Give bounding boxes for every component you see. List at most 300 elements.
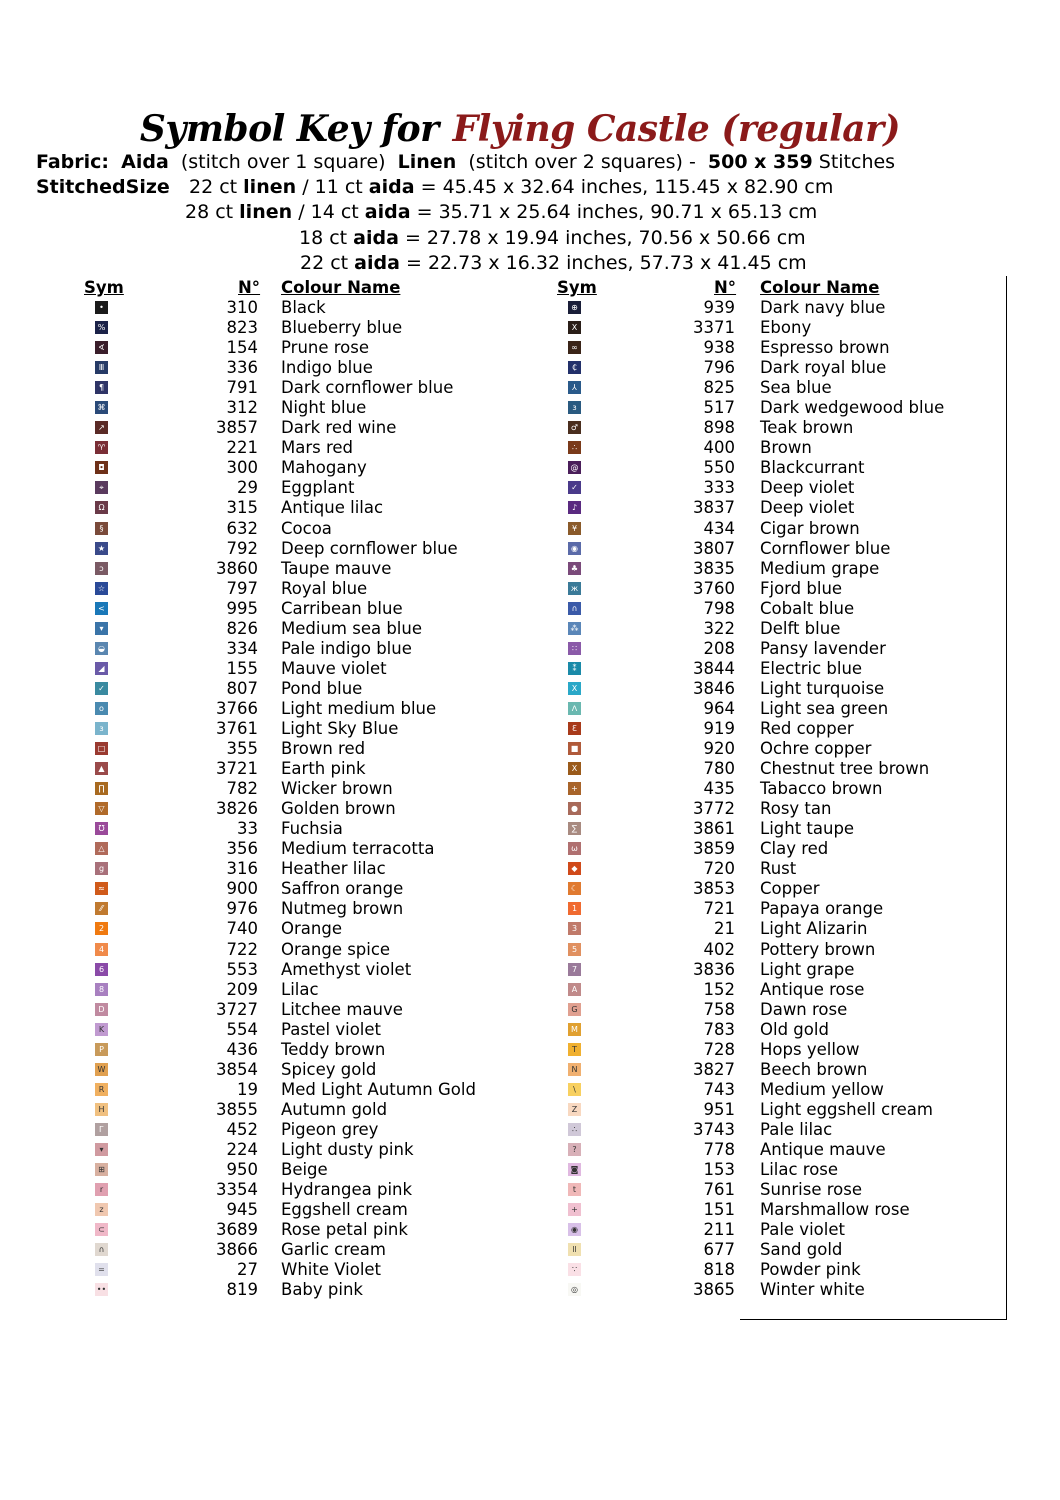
colour-name: Brown red [281, 739, 366, 759]
thread-number: 3721 [216, 759, 258, 779]
colour-name: Deep cornflower blue [281, 538, 458, 558]
fabric-aida: Aida [121, 151, 169, 173]
symbol-swatch: ∑ [568, 822, 581, 835]
colour-name: Teak brown [760, 418, 854, 438]
symbol-swatch: X [568, 321, 581, 334]
symbol-swatch: 4 [95, 943, 108, 956]
colour-name: Antique mauve [760, 1139, 886, 1159]
size-line-1-b1: linen [243, 176, 297, 198]
thread-number: 3854 [216, 1059, 258, 1079]
colour-name: Blueberry blue [281, 318, 403, 338]
thread-number: 550 [703, 458, 735, 478]
colour-name: Teddy brown [281, 1039, 386, 1059]
thread-number: 3827 [693, 1059, 735, 1079]
fabric-label: Fabric: [36, 151, 110, 173]
symbol-swatch: K [95, 1023, 108, 1036]
colour-name: Saffron orange [281, 879, 404, 899]
colour-name: Mars red [281, 438, 354, 458]
thread-number: 797 [226, 578, 258, 598]
colour-name: Dark navy blue [760, 298, 886, 317]
size-line-2-b2: aida [364, 201, 411, 223]
symbol-swatch: 5 [568, 943, 581, 956]
symbol-swatch: ▾ [95, 1143, 108, 1156]
colour-name: Dark royal blue [760, 358, 887, 378]
colour-name: Sunrise rose [760, 1180, 863, 1200]
colour-name: Cigar brown [760, 518, 860, 538]
thread-number: 29 [237, 478, 258, 498]
colour-name: Lilac [281, 979, 319, 999]
symbol-swatch: ⊂ [95, 1223, 108, 1236]
thread-number: 154 [226, 338, 258, 358]
symbol-swatch: g [95, 862, 108, 875]
symbol-swatch: D [95, 1003, 108, 1016]
symbol-swatch: H [95, 1103, 108, 1116]
symbol-swatch: ✓ [568, 481, 581, 494]
colour-name: Medium grape [760, 558, 880, 578]
symbol-swatch: ♈ [95, 441, 108, 454]
thread-number: 152 [703, 979, 735, 999]
thread-number: 964 [703, 698, 735, 718]
colour-name: Pond blue [281, 678, 363, 698]
thread-number: 3844 [693, 658, 735, 678]
colour-name: Clay red [760, 839, 829, 859]
colour-name: Med Light Autumn Gold [281, 1079, 476, 1099]
symbol-swatch: 6 [95, 963, 108, 976]
colour-name: Earth pink [281, 759, 366, 779]
symbol-swatch: T [568, 1043, 581, 1056]
symbol-swatch: ∏ [95, 782, 108, 795]
thread-number: 743 [703, 1079, 735, 1099]
header-num-left: N° [238, 278, 261, 297]
thread-number: 452 [226, 1119, 258, 1139]
colour-name: Light taupe [760, 819, 855, 839]
thread-number: 632 [226, 518, 258, 538]
symbol-swatch: ⌘ [95, 401, 108, 414]
thread-number: 21 [714, 919, 735, 939]
colour-name: Ebony [760, 318, 812, 338]
symbol-swatch: ◒ [95, 642, 108, 655]
thread-number: 33 [237, 819, 258, 839]
colour-name: Dark cornflower blue [281, 378, 454, 398]
symbol-swatch: \ [568, 1083, 581, 1096]
thread-number: 3866 [216, 1240, 258, 1260]
colour-name: Pansy lavender [760, 638, 886, 658]
thread-number: 818 [703, 1260, 735, 1280]
symbol-swatch: Z [568, 1103, 581, 1116]
thread-number: 778 [703, 1139, 735, 1159]
colour-name: Heather lilac [281, 859, 386, 879]
thread-number: 209 [226, 979, 258, 999]
thread-number: 151 [703, 1200, 735, 1220]
thread-number: 356 [226, 839, 258, 859]
thread-number: 792 [226, 538, 258, 558]
symbol-swatch: ⁑ [568, 662, 581, 675]
symbol-swatch: ∷ [568, 642, 581, 655]
symbol-swatch: ◉ [568, 1223, 581, 1236]
symbol-swatch: ₵ [568, 361, 581, 374]
symbol-swatch: < [95, 602, 108, 615]
symbol-swatch: ∩ [568, 602, 581, 615]
symbol-swatch: M [568, 1023, 581, 1036]
symbol-swatch: ◉ [568, 542, 581, 555]
colour-name: Medium sea blue [281, 618, 422, 638]
thread-number: 3857 [216, 418, 258, 438]
thread-number: 3760 [693, 578, 735, 598]
symbol-swatch: ᐱ [568, 702, 581, 715]
symbol-swatch: ll [568, 1243, 581, 1256]
thread-number: 3772 [693, 799, 735, 819]
colour-name: Chestnut tree brown [760, 759, 930, 779]
header-sym-right: Sym [557, 278, 597, 297]
thread-number: 900 [226, 879, 258, 899]
thread-number: 334 [226, 638, 258, 658]
colour-name: Light medium blue [281, 698, 437, 718]
symbol-swatch: ≈ [95, 882, 108, 895]
symbol-swatch: ♪ [568, 501, 581, 514]
thread-number: 722 [226, 939, 258, 959]
colour-name: Pale indigo blue [281, 638, 412, 658]
thread-number: 798 [703, 598, 735, 618]
colour-name: Hydrangea pink [281, 1180, 413, 1200]
symbol-swatch: 3 [568, 922, 581, 935]
colour-name: Litchee mauve [281, 999, 403, 1019]
thread-number: 155 [226, 658, 258, 678]
symbol-swatch: Ω [95, 501, 108, 514]
thread-number: 3846 [693, 678, 735, 698]
symbol-swatch: Ⅹ [568, 762, 581, 775]
symbol-swatch: ◘ [95, 461, 108, 474]
colour-name: Beech brown [760, 1059, 868, 1079]
symbol-swatch: ⁄⁄ [95, 902, 108, 915]
symbol-swatch: △ [95, 842, 108, 855]
thread-number: 950 [226, 1160, 258, 1180]
symbol-swatch: ж [568, 582, 581, 595]
symbol-swatch: Ɛ [568, 722, 581, 735]
thread-number: 995 [226, 598, 258, 618]
thread-number: 300 [226, 458, 258, 478]
thread-number: 825 [703, 378, 735, 398]
colour-name: Night blue [281, 398, 367, 418]
colour-name: Deep violet [760, 478, 855, 498]
thread-number: 3855 [216, 1099, 258, 1119]
thread-number: 3354 [216, 1180, 258, 1200]
size-line-1-pre: 22 ct [189, 176, 238, 198]
colour-name: Royal blue [281, 578, 368, 598]
colour-name: Orange [281, 919, 342, 939]
size-line-3-pre: 18 ct [299, 227, 348, 249]
colour-name: Powder pink [760, 1260, 861, 1280]
colour-name: Lilac rose [760, 1160, 839, 1180]
colour-name: Copper [760, 879, 820, 899]
colour-name: Pastel violet [281, 1019, 382, 1039]
thread-number: 3743 [693, 1119, 735, 1139]
symbol-swatch: ? [568, 1143, 581, 1156]
size-line-1-b2: aida [368, 176, 415, 198]
thread-number: 938 [703, 338, 735, 358]
symbol-swatch: ⊞ [95, 1163, 108, 1176]
thread-number: 27 [237, 1260, 258, 1280]
table-border-right [1006, 276, 1007, 1320]
colour-name: Cocoa [281, 518, 332, 538]
colour-name: Medium terracotta [281, 839, 435, 859]
colour-name: Prune rose [281, 338, 370, 358]
colour-name: Pale violet [760, 1220, 845, 1240]
symbol-swatch: % [95, 321, 108, 334]
colour-name: Pottery brown [760, 939, 876, 959]
symbol-swatch: + [568, 782, 581, 795]
size-line-2-pre: 28 ct [185, 201, 234, 223]
symbol-swatch: ∞ [568, 341, 581, 354]
symbol-swatch: A [568, 983, 581, 996]
thread-number: 224 [226, 1139, 258, 1159]
symbol-swatch: •• [96, 1285, 107, 1295]
header-name-left: Colour Name [281, 278, 401, 297]
symbol-swatch: ∴ [568, 441, 581, 454]
size-line-3-rest: = 27.78 x 19.94 inches, 70.56 x 50.66 cm [398, 227, 806, 249]
symbol-swatch: o [95, 702, 108, 715]
thread-number: 3853 [693, 879, 735, 899]
symbol-swatch: ■ [568, 742, 581, 755]
thread-number: 316 [226, 859, 258, 879]
thread-number: 728 [703, 1039, 735, 1059]
colour-name: Electric blue [760, 658, 863, 678]
symbol-swatch: N [568, 1063, 581, 1076]
symbol-swatch: ♂ [568, 421, 581, 434]
colour-name: Orange spice [281, 939, 391, 959]
symbol-swatch: ◙ [568, 1163, 581, 1176]
thread-number: 939 [703, 298, 735, 317]
thread-number: 3766 [216, 698, 258, 718]
thread-number: 3689 [216, 1220, 258, 1240]
colour-name: Papaya orange [760, 899, 884, 919]
size-line-4 [300, 251, 807, 276]
thread-number: 761 [703, 1180, 735, 1200]
colour-name: Rose petal pink [281, 1220, 408, 1240]
thread-number: 919 [703, 718, 735, 738]
stitched-size-label [36, 175, 170, 200]
symbol-swatch: ɔ [95, 562, 108, 575]
thread-number: 211 [703, 1220, 735, 1240]
pattern-name: Flying Castle (regular) [452, 108, 901, 150]
colour-name: Dark red wine [281, 418, 397, 438]
fabric-dimensions: 500 x 359 [707, 151, 813, 173]
symbol-swatch: ☆ [95, 582, 108, 595]
colour-name: Wicker brown [281, 779, 393, 799]
symbol-swatch: z [95, 1203, 108, 1216]
symbol-swatch: @ [568, 461, 581, 474]
symbol-swatch: Ⅲ [95, 361, 108, 374]
thread-number: 920 [703, 739, 735, 759]
colour-name: Antique rose [760, 979, 865, 999]
thread-number: 3865 [693, 1280, 735, 1300]
fabric-linen: Linen [397, 151, 457, 173]
colour-name: Light dusty pink [281, 1139, 414, 1159]
thread-number: 153 [703, 1160, 735, 1180]
fabric-stitches-label: Stitches [818, 151, 896, 173]
thread-number: 819 [226, 1280, 258, 1300]
size-line-3-b1: aida [353, 227, 399, 249]
page-title [0, 108, 1040, 150]
thread-number: 898 [703, 418, 735, 438]
symbol-swatch: ◎ [568, 1283, 581, 1296]
symbol-swatch: ⊕ [568, 301, 581, 314]
thread-number: 720 [703, 859, 735, 879]
thread-number: 3371 [693, 318, 735, 338]
symbol-swatch: ▾ [95, 622, 108, 635]
size-line-3 [299, 226, 806, 251]
colour-name: Tabacco brown [760, 779, 883, 799]
thread-number: 3807 [693, 538, 735, 558]
colour-name: Ochre copper [760, 739, 872, 759]
thread-number: 310 [226, 298, 258, 317]
thread-number: 3837 [693, 498, 735, 518]
header-num-right: N° [714, 278, 737, 297]
colour-name: Light Alizarin [760, 919, 868, 939]
thread-number: 796 [703, 358, 735, 378]
thread-number: 823 [226, 318, 258, 338]
symbol-swatch: P [95, 1043, 108, 1056]
symbol-swatch: 7 [568, 963, 581, 976]
colour-name: Dawn rose [760, 999, 848, 1019]
size-line-2-rest: = 35.71 x 25.64 inches, 90.71 x 65.13 cm [416, 201, 818, 223]
thread-number: 315 [226, 498, 258, 518]
thread-number: 945 [226, 1200, 258, 1220]
colour-name: Dark wedgewood blue [760, 398, 945, 418]
thread-number: 3727 [216, 999, 258, 1019]
thread-number: 677 [703, 1240, 735, 1260]
colour-name: Medium yellow [760, 1079, 884, 1099]
symbol-swatch: ω [568, 842, 581, 855]
colour-name: Amethyst violet [281, 959, 412, 979]
thread-number: 221 [226, 438, 258, 458]
size-line-1 [189, 175, 833, 200]
thread-number: 355 [226, 739, 258, 759]
symbol-swatch: ɜ [568, 401, 581, 414]
thread-number: 434 [703, 518, 735, 538]
thread-number: 436 [226, 1039, 258, 1059]
thread-number: 721 [703, 899, 735, 919]
colour-name: Pale lilac [760, 1119, 833, 1139]
colour-name: Mahogany [281, 458, 367, 478]
size-line-4-rest: = 22.73 x 16.32 inches, 57.73 x 41.45 cm [405, 252, 807, 274]
size-line-2 [185, 200, 817, 225]
thread-number: 826 [226, 618, 258, 638]
thread-number: 322 [703, 618, 735, 638]
colour-name: Red copper [760, 718, 854, 738]
symbol-swatch: ∴ [568, 1123, 581, 1136]
colour-name: Marshmallow rose [760, 1200, 910, 1220]
symbol-swatch: Ʊ [95, 822, 108, 835]
symbol-swatch: ⁂ [568, 622, 581, 635]
thread-number: 554 [226, 1019, 258, 1039]
symbol-swatch: ★ [95, 542, 108, 555]
symbol-swatch: W [95, 1063, 108, 1076]
colour-name: Baby pink [281, 1280, 363, 1300]
colour-name: Light sea green [760, 698, 889, 718]
thread-number: 208 [703, 638, 735, 658]
colour-name: Indigo blue [281, 358, 373, 378]
symbol-swatch: ¶ [95, 381, 108, 394]
colour-name: Cornflower blue [760, 538, 891, 558]
symbol-swatch: ▽ [95, 802, 108, 815]
header-sym-left: Sym [84, 278, 124, 297]
title-prefix: Symbol Key for [139, 108, 439, 150]
symbol-swatch: □ [95, 742, 108, 755]
thread-number: 517 [703, 398, 735, 418]
thread-number: 951 [703, 1099, 735, 1119]
symbol-swatch: r [95, 1183, 108, 1196]
size-line-4-b1: aida [354, 252, 400, 274]
thread-number: 782 [226, 779, 258, 799]
symbol-swatch: ⅄ [568, 381, 581, 394]
colour-name: Mauve violet [281, 658, 387, 678]
colour-name: Garlic cream [281, 1240, 386, 1260]
colour-name: Winter white [760, 1280, 865, 1300]
symbol-swatch: R [95, 1083, 108, 1096]
fabric-aida-note: (stitch over 1 square) [180, 151, 386, 173]
symbol-swatch: § [95, 522, 108, 535]
colour-name: Carribean blue [281, 598, 403, 618]
colour-name: Light Sky Blue [281, 718, 399, 738]
colour-name: Light turquoise [760, 678, 885, 698]
thread-number: 19 [237, 1079, 258, 1099]
thread-number: 3860 [216, 558, 258, 578]
symbol-swatch: + [568, 1203, 581, 1216]
symbol-swatch: ▲ [95, 762, 108, 775]
symbol-swatch: 8 [95, 983, 108, 996]
header-name-right: Colour Name [760, 278, 880, 297]
thread-number: 758 [703, 999, 735, 1019]
symbol-swatch: X [568, 682, 581, 695]
colour-name: Nutmeg brown [281, 899, 404, 919]
thread-number: 3761 [216, 718, 258, 738]
thread-number: 783 [703, 1019, 735, 1039]
colour-name: Eggplant [281, 478, 355, 498]
colour-name: Black [281, 298, 326, 317]
colour-name: Blackcurrant [760, 458, 865, 478]
symbol-swatch: ↗ [95, 421, 108, 434]
colour-name: Hops yellow [760, 1039, 860, 1059]
table-border-bottom [740, 1319, 1007, 1320]
thread-number: 807 [226, 678, 258, 698]
colour-name: Old gold [760, 1019, 829, 1039]
fabric-linen-note: (stitch over 2 squares) - [468, 151, 696, 173]
colour-name: Delft blue [760, 618, 841, 638]
symbol-swatch: 1 [568, 902, 581, 915]
colour-name: Golden brown [281, 799, 396, 819]
colour-name: Rust [760, 859, 797, 879]
thread-number: 791 [226, 378, 258, 398]
thread-number: 3826 [216, 799, 258, 819]
colour-name: Brown [760, 438, 812, 458]
thread-number: 553 [226, 959, 258, 979]
thread-number: 3835 [693, 558, 735, 578]
colour-name: Espresso brown [760, 338, 890, 358]
thread-number: 435 [703, 779, 735, 799]
colour-name: Light grape [760, 959, 855, 979]
colour-name: Fuchsia [281, 819, 343, 839]
symbol-swatch: ✓ [95, 682, 108, 695]
colour-name: Eggshell cream [281, 1200, 408, 1220]
colour-name: Fjord blue [760, 578, 843, 598]
thread-number: 312 [226, 398, 258, 418]
symbol-swatch: ◆ [568, 862, 581, 875]
symbol-swatch: Г [95, 1123, 108, 1136]
symbol-swatch: ☾ [568, 882, 581, 895]
thread-number: 3859 [693, 839, 735, 859]
symbol-swatch: ♣ [568, 562, 581, 575]
symbol-swatch: G [568, 1003, 581, 1016]
